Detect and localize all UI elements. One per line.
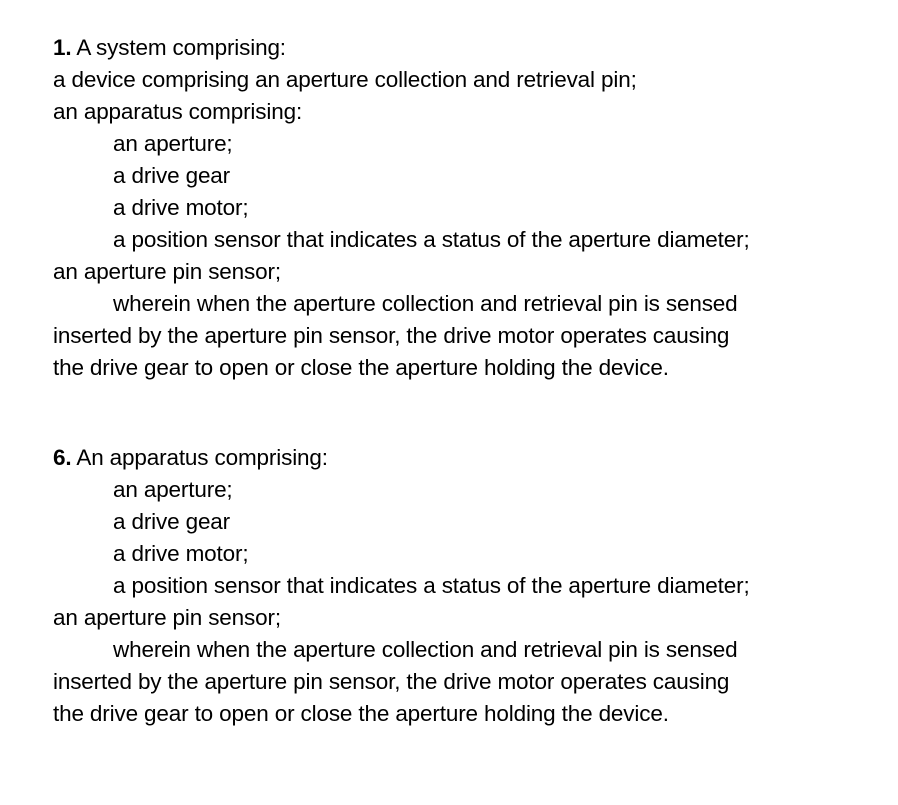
claim-6-line-8: inserted by the aperture pin sensor, the drive motor operates causing	[53, 669, 730, 694]
claim-1-line-10: inserted by the aperture pin sensor, the drive motor operates causing	[53, 323, 730, 348]
claim-6-line-4: a drive motor;	[113, 541, 249, 566]
claim-6-line-9: the drive gear to open or close the aperture holding the device.	[53, 701, 669, 726]
claim-6-line-6: an aperture pin sensor;	[53, 605, 281, 630]
claim-1-line-3: an apparatus comprising:	[53, 99, 303, 124]
claim-1-line-5: a drive gear	[113, 163, 231, 188]
claim-6-line-1	[53, 442, 873, 474]
claim-1-line-4: an aperture;	[113, 131, 233, 156]
claim-1-line-2: a device comprising an aperture collection and retrieval pin;	[53, 67, 637, 92]
claim-6-preamble: An apparatus comprising:	[76, 445, 328, 470]
claim-6-line-2: an aperture;	[113, 477, 233, 502]
claims-document	[53, 32, 873, 730]
claim-1-line-11: the drive gear to open or close the aperture holding the device.	[53, 355, 669, 380]
claim-6-line-5: a position sensor that indicates a status of the aperture diameter;	[113, 573, 750, 598]
claim-1-line-6: a drive motor;	[113, 195, 249, 220]
claim-1-preamble: A system comprising:	[76, 35, 286, 60]
claim-6-line-3: a drive gear	[113, 509, 231, 534]
claim-6-number: 6.	[53, 445, 72, 470]
claim-1-line-8: an aperture pin sensor;	[53, 259, 281, 284]
claim-1-line-1	[53, 32, 873, 64]
claim-1-line-9: wherein when the aperture collection and retrieval pin is sensed	[113, 291, 738, 316]
claim-6	[53, 442, 873, 730]
claim-1	[53, 32, 873, 384]
claim-6-line-7: wherein when the aperture collection and retrieval pin is sensed	[113, 637, 738, 662]
claim-1-number: 1.	[53, 35, 72, 60]
claim-1-line-7: a position sensor that indicates a status of the aperture diameter;	[113, 227, 750, 252]
